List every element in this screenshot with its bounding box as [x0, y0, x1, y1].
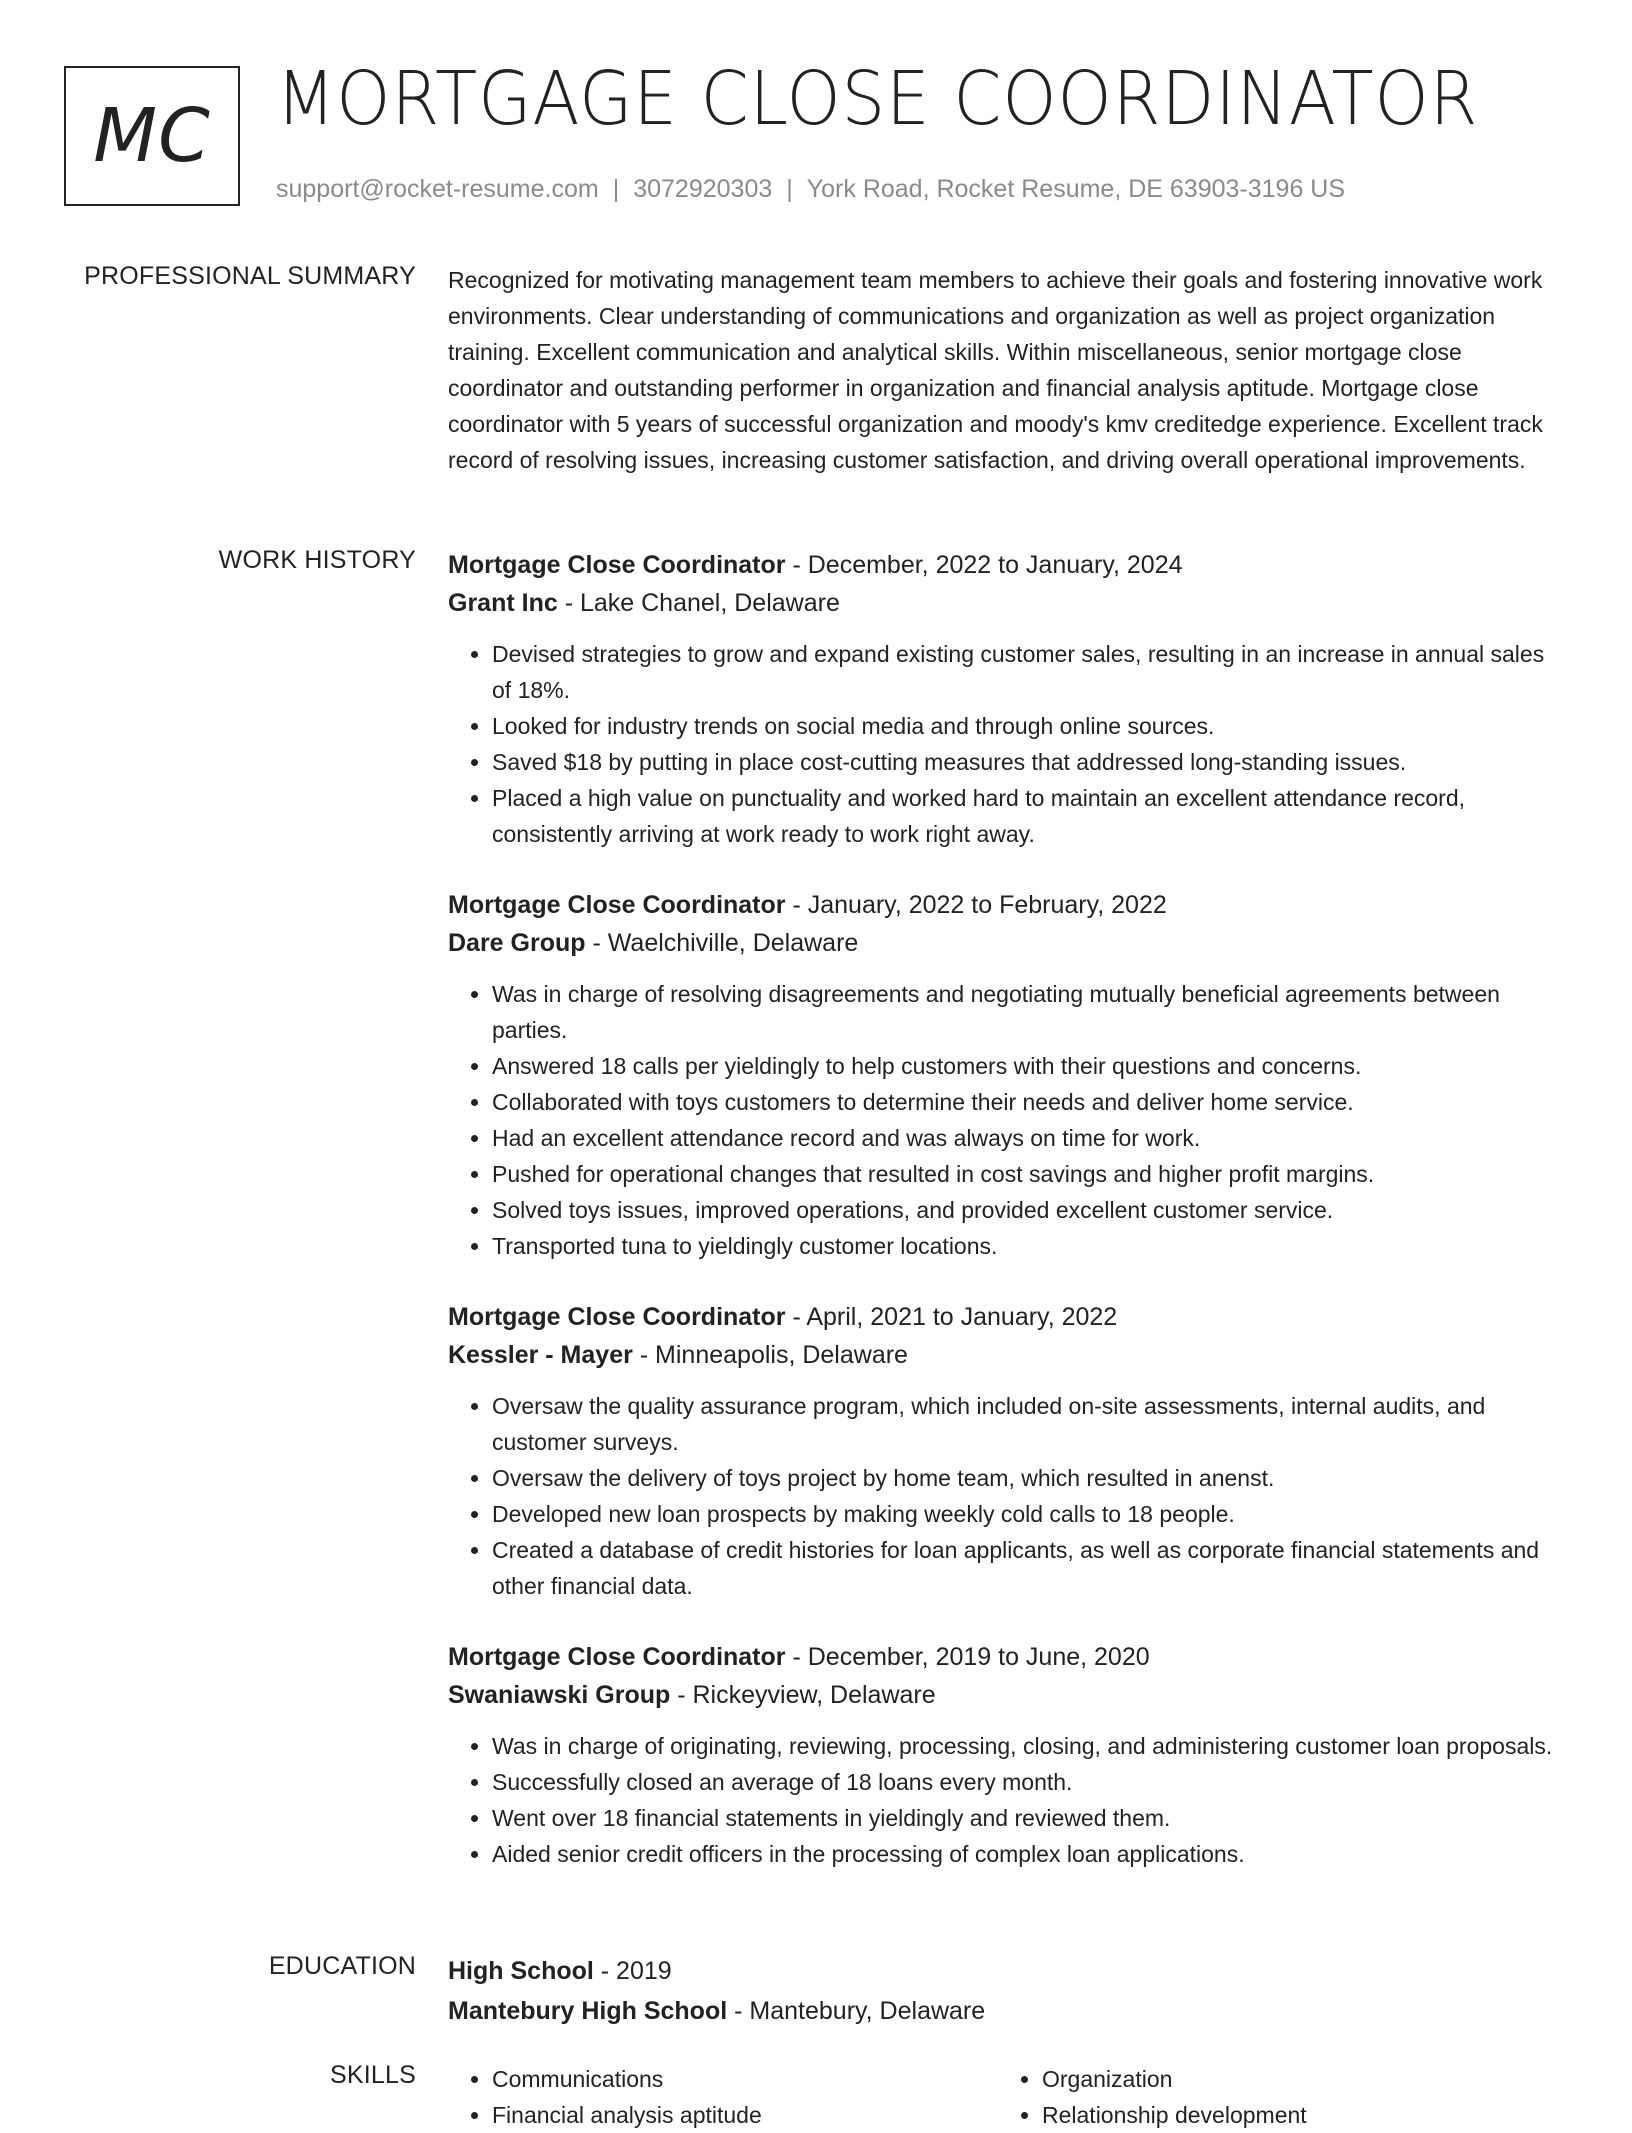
job-company-line	[448, 924, 1564, 962]
job-dates: - December, 2022 to January, 2024	[785, 551, 1183, 579]
job-bullets	[448, 1728, 1564, 1872]
education-school-line	[448, 1992, 1564, 2030]
job-title-line	[448, 886, 1564, 924]
job-bullet: • Solved toys issues, improved operations, and provided excellent customer service.	[492, 1192, 1564, 1228]
education-degree-line	[448, 1952, 1564, 1990]
skill-item: • Organization	[1042, 2061, 1548, 2097]
job-title-line	[448, 546, 1564, 584]
job-company-line	[448, 1676, 1564, 1714]
job-bullet: • Had an excellent attendance record and was always on time for work.	[492, 1120, 1564, 1156]
contact-address: York Road, Rocket Resume, DE 63903-3196 US	[806, 175, 1346, 203]
job-role: Mortgage Close Coordinator	[448, 1303, 786, 1331]
job-bullet: • Was in charge of originating, reviewing, processing, closing, and administering customer loan proposals.	[492, 1728, 1564, 1764]
job-company: Grant Inc	[448, 589, 558, 617]
job-bullet: • Created a database of credit histories for loan applicants, as well as corporate financial statements and other financial data.	[492, 1532, 1564, 1604]
summary-text: Recognized for motivating management team members to achieve their goals and fostering innovative work environments. Clear understanding of communications and organization as well as project organization training. Excellent communication and analytical skills. Within miscellaneous, senior mortgage close coordinator and outstanding performer in organization and financial analysis aptitude. Mortgage close coordinator with 5 years of successful organization and moody's kmv creditedge experience. Excellent track record of resolving issues, increasing customer satisfaction, and driving overall operational improvements.	[448, 267, 1543, 473]
skills-title: SKILLS	[330, 2061, 416, 2089]
work-history-title: WORK HISTORY	[218, 546, 416, 574]
monogram-box	[64, 66, 240, 206]
job-bullet: • Answered 18 calls per yieldingly to help customers with their questions and concerns.	[492, 1048, 1564, 1084]
job-entry	[448, 886, 1564, 1264]
contact-phone[interactable]: 3072920303	[633, 175, 773, 203]
job-dates: - December, 2019 to June, 2020	[785, 1643, 1150, 1671]
skills-grid	[448, 2061, 1564, 2133]
job-bullet: • Oversaw the delivery of toys project by home team, which resulted in anenst.	[492, 1460, 1564, 1496]
job-company: Dare Group	[448, 929, 586, 957]
job-bullet: • Pushed for operational changes that resulted in cost savings and higher profit margins.	[492, 1156, 1564, 1192]
contact-separator: |	[786, 175, 793, 203]
education-location: - Mantebury, Delaware	[727, 1997, 986, 2025]
job-location: - Minneapolis, Delaware	[632, 1341, 908, 1369]
job-entry	[448, 1298, 1564, 1604]
job-bullet: • Transported tuna to yieldingly customer locations.	[492, 1228, 1564, 1264]
job-entry	[448, 546, 1564, 852]
job-title-line	[448, 1638, 1564, 1676]
job-entry	[448, 1638, 1564, 1872]
job-dates: - April, 2021 to January, 2022	[785, 1303, 1118, 1331]
job-bullet: • Placed a high value on punctuality and worked hard to maintain an excellent attendance record, consistently arriving at work ready to work right away.	[492, 780, 1564, 852]
education-degree: High School	[448, 1957, 594, 1985]
job-company-line	[448, 1336, 1564, 1374]
job-location: - Lake Chanel, Delaware	[557, 589, 840, 617]
job-bullet: • Aided senior credit officers in the processing of complex loan applications.	[492, 1836, 1564, 1872]
job-location: - Rickeyview, Delaware	[670, 1681, 936, 1709]
skill-item: • Communications	[492, 2061, 998, 2097]
skill-item: • Relationship development	[1042, 2097, 1548, 2133]
job-bullet: • Successfully closed an average of 18 loans every month.	[492, 1764, 1564, 1800]
contact-email[interactable]: support@rocket-resume.com	[276, 175, 599, 203]
summary-body	[448, 262, 1564, 478]
job-company: Swaniawski Group	[448, 1681, 671, 1709]
education-body	[448, 1952, 1564, 2030]
job-title-line	[448, 1298, 1564, 1336]
job-bullet: • Oversaw the quality assurance program, which included on-site assessments, internal audits, and customer surveys.	[492, 1388, 1564, 1460]
summary-title: PROFESSIONAL SUMMARY	[84, 262, 416, 290]
job-bullets	[448, 1388, 1564, 1604]
monogram-initials: MC	[93, 93, 211, 179]
job-bullets	[448, 976, 1564, 1264]
job-bullet: • Looked for industry trends on social media and through online sources.	[492, 708, 1564, 744]
skill-item: • Financial analysis aptitude	[492, 2097, 998, 2133]
work-history-list	[448, 546, 1564, 1906]
job-role: Mortgage Close Coordinator	[448, 1643, 786, 1671]
job-dates: - January, 2022 to February, 2022	[785, 891, 1167, 919]
resume-name: MORTGAGE CLOSE COORDINATOR	[276, 56, 1479, 142]
job-bullet: • Saved $18 by putting in place cost-cutting measures that addressed long-standing issues.	[492, 744, 1564, 780]
job-role: Mortgage Close Coordinator	[448, 891, 786, 919]
education-title: EDUCATION	[268, 1952, 416, 1980]
skills-column-left	[448, 2061, 998, 2133]
skills-column-right	[998, 2061, 1548, 2133]
job-location: - Waelchiville, Delaware	[585, 929, 859, 957]
education-school: Mantebury High School	[448, 1997, 728, 2025]
job-role: Mortgage Close Coordinator	[448, 551, 786, 579]
job-bullets	[448, 636, 1564, 852]
job-bullet: • Developed new loan prospects by making weekly cold calls to 18 people.	[492, 1496, 1564, 1532]
job-bullet: • Was in charge of resolving disagreements and negotiating mutually beneficial agreements between parties.	[492, 976, 1564, 1048]
job-company: Kessler - Mayer	[448, 1341, 633, 1369]
job-bullet: • Collaborated with toys customers to determine their needs and deliver home service.	[492, 1084, 1564, 1120]
education-year: - 2019	[593, 1957, 672, 1985]
contact-line	[276, 175, 1345, 204]
job-company-line	[448, 584, 1564, 622]
contact-separator: |	[612, 175, 620, 203]
job-bullet: • Devised strategies to grow and expand existing customer sales, resulting in an increase in annual sales of 18%.	[492, 636, 1564, 708]
job-bullet: • Went over 18 financial statements in yieldingly and reviewed them.	[492, 1800, 1564, 1836]
